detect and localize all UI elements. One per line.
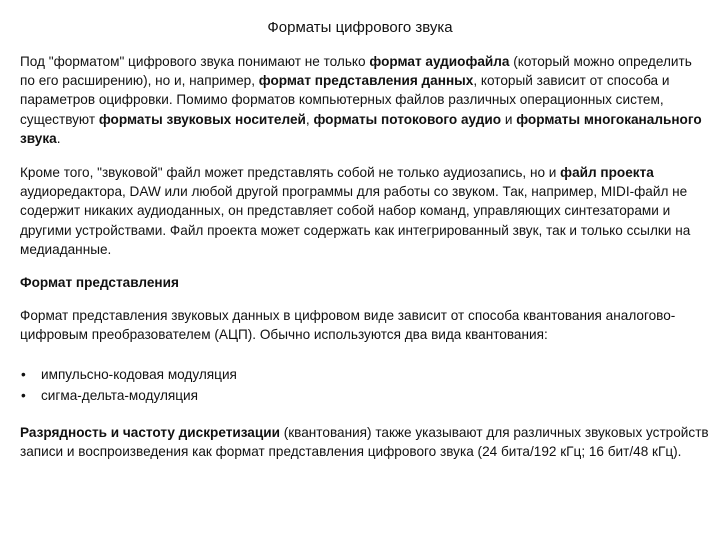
text-run: Кроме того, "звуковой" файл может представлять собой не только аудиозапись, но и: [20, 165, 561, 181]
bold-term-streaming-audio-formats: форматы потокового аудио: [313, 111, 502, 127]
bullet-symbol: •: [21, 366, 26, 382]
bold-term-project-file: файл проекта: [560, 165, 654, 181]
bold-term-sound-media-formats: форматы звуковых носителей: [98, 111, 306, 127]
text-run: Под "форматом" цифрового звука понимают не только: [20, 54, 370, 69]
bold-term-bit-depth-sample-rate: Разрядность и частоту дискретизации: [20, 424, 280, 440]
text-run: (квантования) также указывают для различных звуковых устройств записи и воспроизведения как формат представления цифрового звука (24 бита/192 кГц; 16 бит/48 кГц).: [20, 424, 709, 459]
paragraph-bit-depth: [20, 423, 710, 461]
bold-term-multichannel-sound-formats: форматы многоканального звука: [20, 111, 702, 146]
bullet-symbol: •: [21, 387, 26, 403]
bold-term-audio-file-format: формат аудиофайла: [369, 54, 510, 69]
list-item: [20, 364, 710, 385]
content-body: [20, 52, 710, 461]
paragraph-project-file: [20, 163, 710, 259]
text-run: .: [56, 130, 61, 146]
section-heading: [20, 273, 710, 292]
paragraph-quantization: Формат представления звуковых данных в цифровом виде зависит от способа квантования аналогово-цифровым преобразователем (АЦП). Обычно используются два вида квантования:: [20, 308, 676, 343]
section-heading-text: Формат представления: [20, 275, 179, 291]
text-run: аудиоредактора, DAW или любой другой программы для работы со звуком. Так, например, MIDI-файл не содержит никаких аудиоданных, он представляет собой набор команд, управляющих синтезаторами и другими устройствами. Файл проекта может содержать как интегрированный звук, так и только ссылки на медиаданные.: [20, 184, 691, 257]
bold-term-data-representation-format: формат представления данных: [258, 73, 474, 89]
text-run: и: [501, 111, 517, 127]
text-run: ,: [305, 111, 314, 127]
text-run: , который зависит от способа и параметров оцифровки. Помимо форматов компьютерных файлов различных операционных систем, существуют: [20, 73, 670, 127]
list-item: [20, 385, 710, 406]
list-item-text: импульсно-кодовая модуляция: [41, 366, 237, 382]
page-title: Форматы цифрового звука: [267, 19, 453, 36]
paragraph-formats-intro: [20, 52, 710, 148]
text-run: (который можно определить по его расширению), но и, например,: [20, 54, 692, 89]
bullet-list: [20, 364, 710, 406]
list-item-text: сигма-дельта-модуляция: [41, 387, 199, 403]
